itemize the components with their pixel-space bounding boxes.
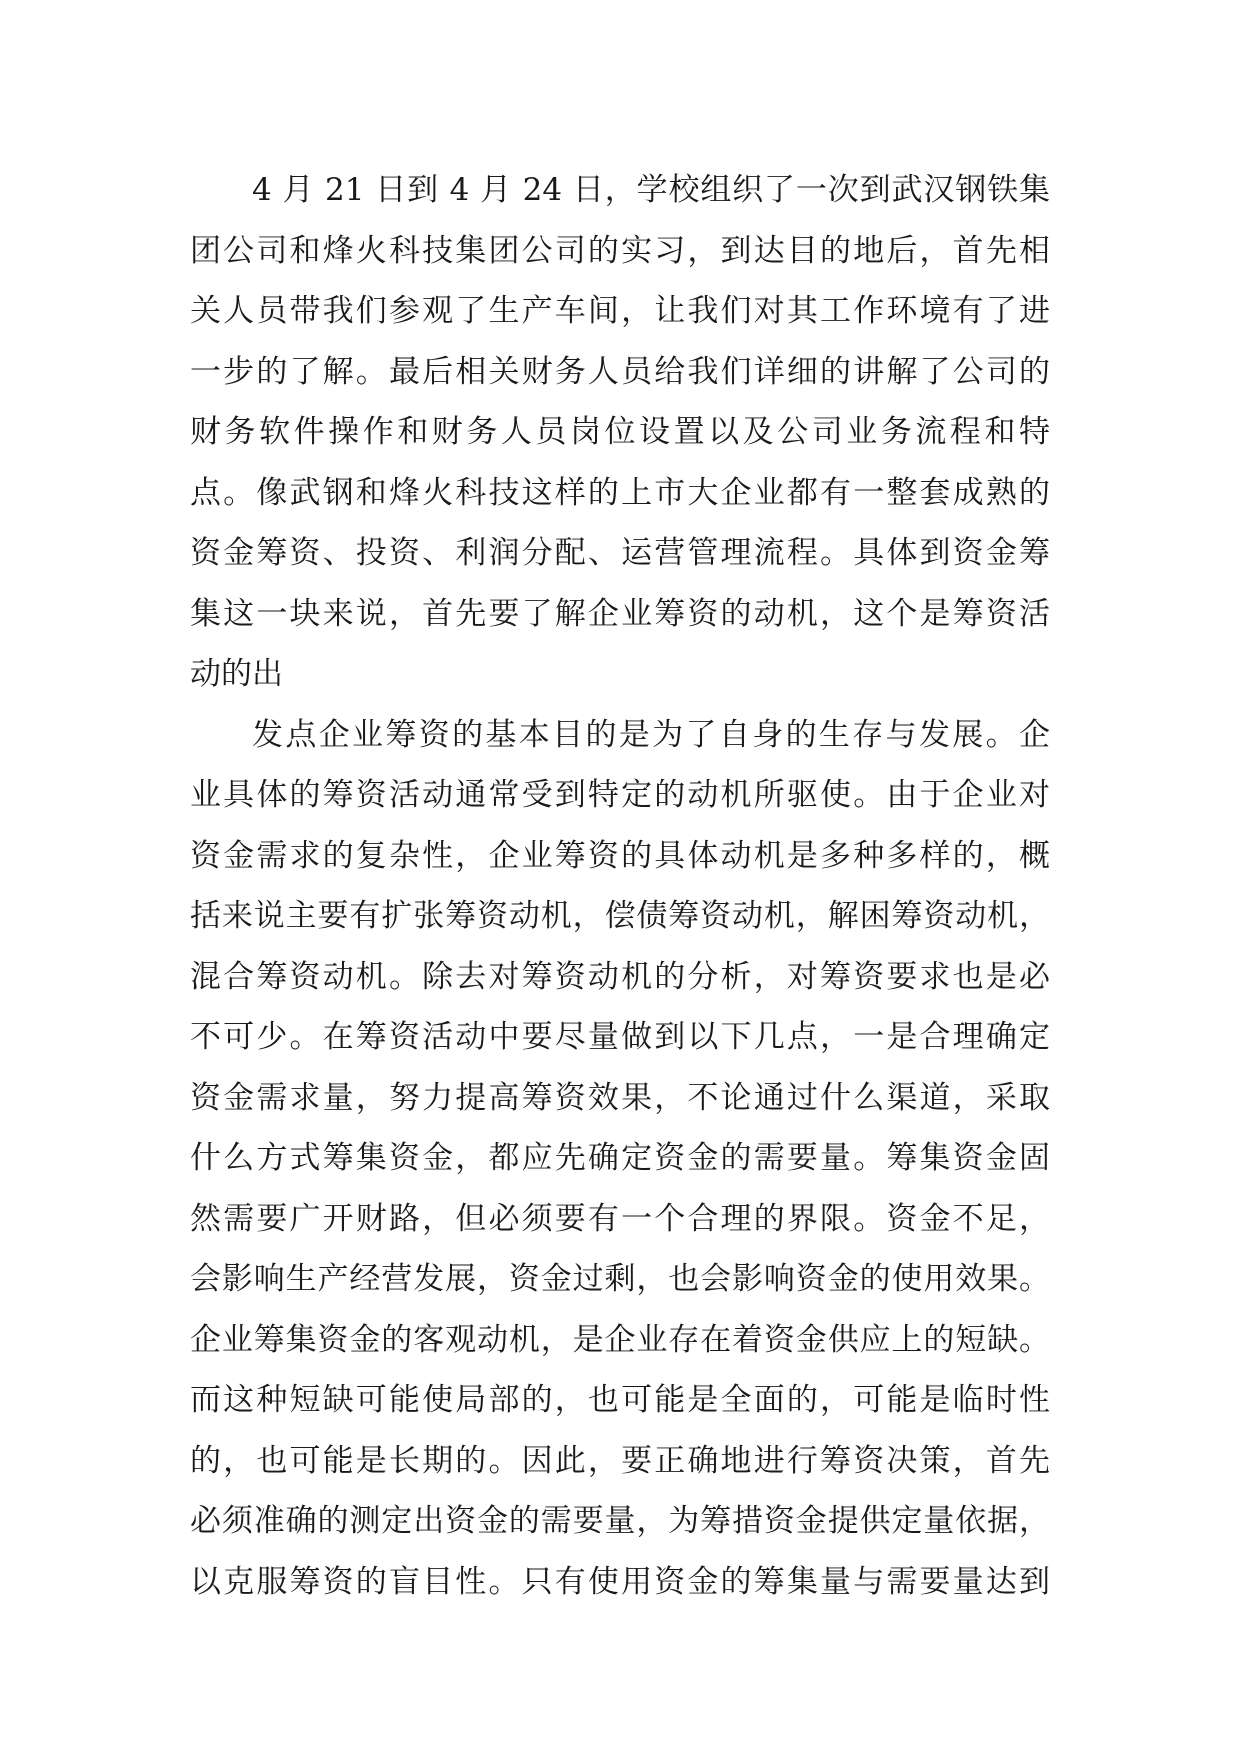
paragraph-2-line-11: 企业筹集资金的客观动机，是企业存在着资金供应上的短缺。 bbox=[190, 1321, 1050, 1358]
paragraph-2-line-8: 什么方式筹集资金，都应先确定资金的需要量。筹集资金固 bbox=[190, 1140, 1050, 1176]
paragraph-1-line-8: 集这一块来说，首先要了解企业筹资的动机，这个是筹资活 bbox=[190, 595, 1050, 632]
paragraph-1-line-5: 财务软件操作和财务人员岗位设置以及公司业务流程和特 bbox=[190, 414, 1050, 450]
paragraph-2-line-3: 资金需求的复杂性，企业筹资的具体动机是多种多样的，概 bbox=[190, 837, 1050, 874]
paragraph-2-line-9: 然需要广开财路，但必须要有一个合理的界限。资金不足， bbox=[190, 1200, 1050, 1237]
paragraph-1-line-6: 点。像武钢和烽火科技这样的上市大企业都有一整套成熟的 bbox=[190, 474, 1050, 511]
paragraph-1-line-9: 动的出 bbox=[190, 656, 283, 692]
paragraph-2-line-4: 括来说主要有扩张筹资动机，偿债筹资动机，解困筹资动机， bbox=[190, 898, 1050, 934]
paragraph-2-line-10: 会影响生产经营发展，资金过剩，也会影响资金的使用效果。 bbox=[190, 1261, 1050, 1297]
body-text bbox=[190, 160, 1050, 1612]
paragraph-1-line-1: 4 月 21 日到 4 月 24 日，学校组织了一次到武汉钢铁集 bbox=[252, 172, 1050, 208]
paragraph-1-line-7: 资金筹资、投资、利润分配、运营管理流程。具体到资金筹 bbox=[190, 535, 1050, 571]
paragraph-2 bbox=[190, 705, 1050, 1613]
paragraph-2-line-5: 混合筹资动机。除去对筹资动机的分析，对筹资要求也是必 bbox=[190, 958, 1050, 995]
paragraph-1-line-2: 团公司和烽火科技集团公司的实习，到达目的地后，首先相 bbox=[190, 232, 1050, 269]
paragraph-2-line-7: 资金需求量，努力提高筹资效果，不论通过什么渠道，采取 bbox=[190, 1079, 1050, 1116]
paragraph-1-line-4: 一步的了解。最后相关财务人员给我们详细的讲解了公司的 bbox=[190, 353, 1050, 390]
paragraph-2-line-14: 必须准确的测定出资金的需要量，为筹措资金提供定量依据， bbox=[190, 1503, 1050, 1539]
paragraph-1 bbox=[190, 160, 1050, 705]
paragraph-2-line-15: 以克服筹资的盲目性。只有使用资金的筹集量与需要量达到 bbox=[190, 1563, 1050, 1600]
paragraph-1-line-3: 关人员带我们参观了生产车间，让我们对其工作环境有了进 bbox=[190, 293, 1050, 329]
paragraph-2-line-6: 不可少。在筹资活动中要尽量做到以下几点，一是合理确定 bbox=[190, 1019, 1050, 1055]
paragraph-2-line-2: 业具体的筹资活动通常受到特定的动机所驱使。由于企业对 bbox=[190, 777, 1050, 813]
paragraph-2-line-12: 而这种短缺可能使局部的，也可能是全面的，可能是临时性 bbox=[190, 1382, 1050, 1418]
paragraph-2-line-13: 的，也可能是长期的。因此，要正确地进行筹资决策，首先 bbox=[190, 1442, 1050, 1479]
paragraph-2-line-1: 发点企业筹资的基本目的是为了自身的生存与发展。企 bbox=[252, 716, 1050, 753]
